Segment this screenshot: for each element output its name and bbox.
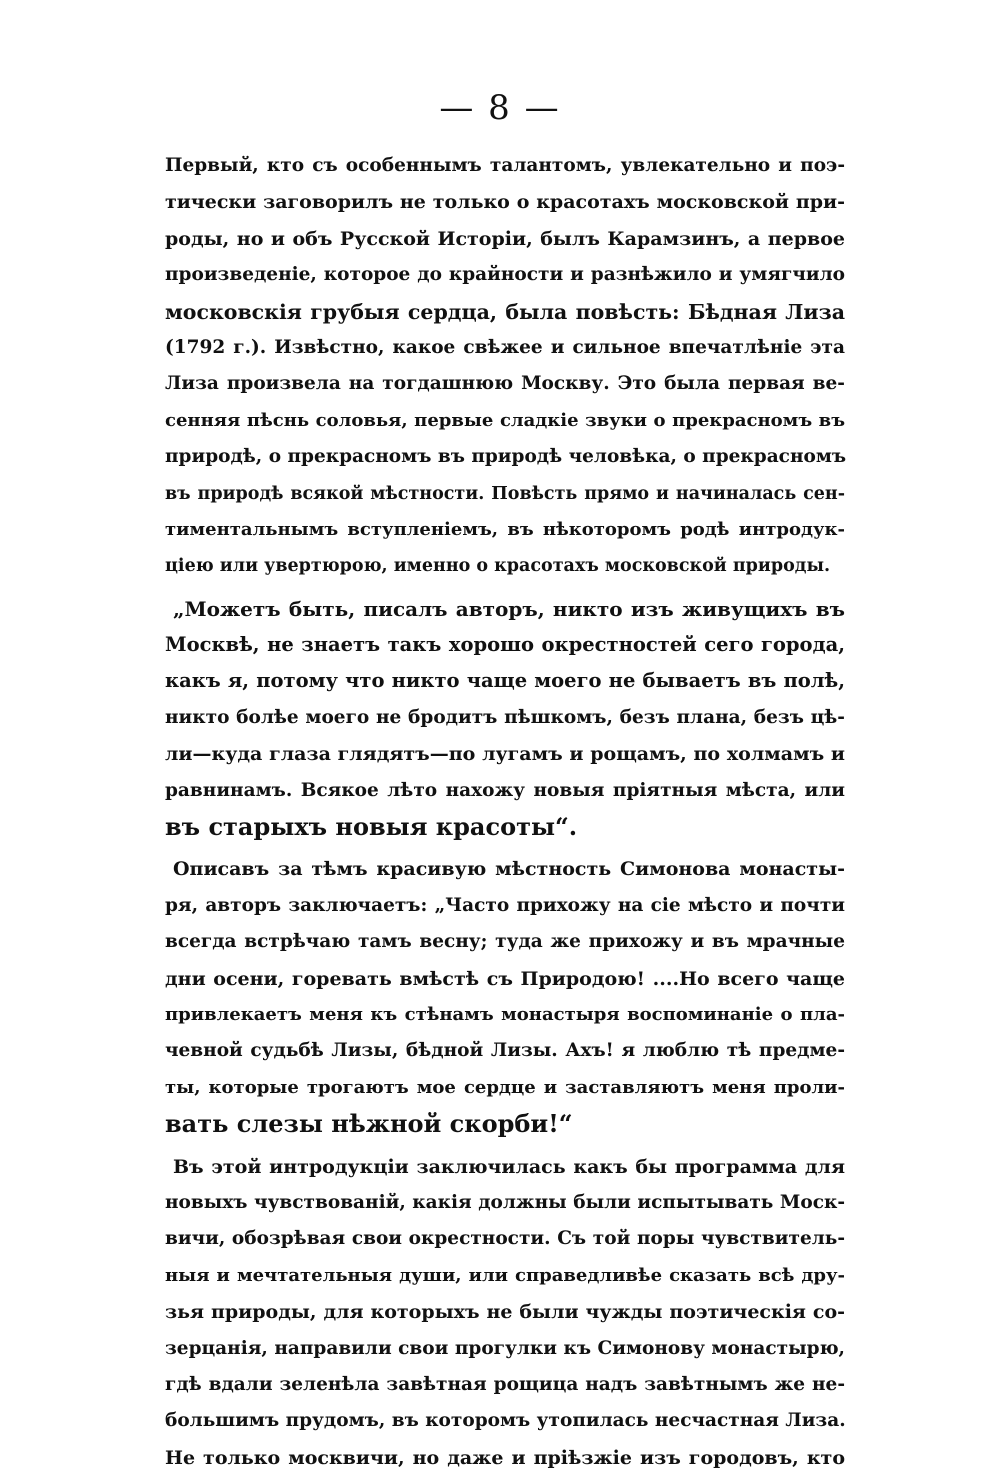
text-line: ныя и мечтательныя души, или справедливѣе сказать всѣ дру- [165,1264,845,1286]
text-line: „Можетъ быть, писалъ авторъ, никто изъ живущихъ въ [173,596,845,621]
text-line: чевной судьбѣ Лизы, бѣдной Лизы. Ахъ! я люблю тѣ предме- [165,1040,845,1062]
paragraph [165,851,845,1142]
text-line: большимъ прудомъ, въ которомъ утопилась несчастная Лиза. [165,1410,846,1432]
text-line: роды, но и объ Русской Исторіи, былъ Карамзинъ, а первое [165,227,845,250]
text-line: Не только москвичи, но даже и пріѣзжіе изъ городовъ, кто [165,1446,845,1469]
text-line: всегда встрѣчаю тамъ весну; туда же прихожу и въ мрачные [165,931,845,953]
text-line: Лиза произвела на тогдашнюю Москву. Это была первая ве- [165,373,845,395]
text-line: тически заговорилъ не только о красотахъ московской при- [165,191,845,214]
paragraph [165,591,845,846]
text-line: привлекаетъ меня къ стѣнамъ монастыря воспоминаніе о пла- [165,1003,845,1025]
text-line: произведеніе, которое до крайности и разнѣжило и умягчило [165,264,845,286]
text-line: новыхъ чувствованій, какія должны были испытывать Моск- [165,1191,845,1213]
text-line: равнинамъ. Всякое лѣто нахожу новыя пріятныя мѣста, или [165,779,845,801]
paragraph [165,148,845,585]
text-line: московскія грубыя сердца, была повѣсть: Бѣдная Лиза [165,299,845,324]
text-line: ты, которые трогаютъ мое сердце и заставляютъ меня проли- [165,1076,845,1098]
text-line: дни осени, горевать вмѣстѣ съ Природою! ....Но всего чаще [165,967,845,990]
text-line: гдѣ вдали зеленѣла завѣтная рощица надъ завѣтнымъ же не- [165,1373,845,1395]
text-line: ря, авторъ заключаетъ: „Часто прихожу на сіе мѣсто и почти [165,894,845,916]
text-line: вать слезы нѣжной скорби!“ [165,1109,573,1139]
text-line: зья природы, для которыхъ не были чужды поэтическія со- [165,1301,845,1324]
text-line: ли—куда глаза глядятъ—по лугамъ и рощамъ, по холмамъ и [165,743,845,766]
text-line: Описавъ за тѣмъ красивую мѣстность Симонова монасты- [173,858,845,881]
text-line: какъ я, потому что никто чаще моего не бываетъ въ полѣ, [165,669,845,693]
text-line: Москвѣ, не знаетъ такъ хорошо окрестностей сего города, [165,633,845,657]
text-line: сенняя пѣснь соловья, первые сладкіе звуки о прекрасномъ въ [165,409,845,431]
text-line: природѣ, о прекрасномъ въ природѣ человѣка, о прекрасномъ [165,446,847,468]
page-number: — 8 — [439,88,561,128]
text-line: ціею или увертюрою, именно о красотахъ московской природы. [165,556,831,577]
text-line: Въ этой интродукціи заключилась какъ бы программа для [173,1155,845,1178]
paragraph [165,1149,845,1476]
text-line: тиментальнымъ вступленіемъ, въ нѣкоторомъ родѣ интродук- [165,518,845,540]
text-line: зерцанія, направили свои прогулки къ Симонову монастырю, [165,1337,845,1359]
text-line: въ природѣ всякой мѣстности. Повѣсть прямо и начиналась сен- [165,483,845,504]
text-line: никто болѣе моего не бродитъ пѣшкомъ, безъ плана, безъ цѣ- [165,706,845,728]
text-line: (1792 г.). Извѣстно, какое свѣжее и сильное впечатлѣніе эта [165,336,845,358]
text-line: въ старыхъ новыя красоты“. [165,812,578,842]
body-text [165,148,845,1476]
text-line: Первый, кто съ особеннымъ талантомъ, увлекательно и поэ- [165,155,845,176]
text-line: вичи, обозрѣвая свои окрестности. Съ той поры чувствитель- [165,1228,845,1250]
